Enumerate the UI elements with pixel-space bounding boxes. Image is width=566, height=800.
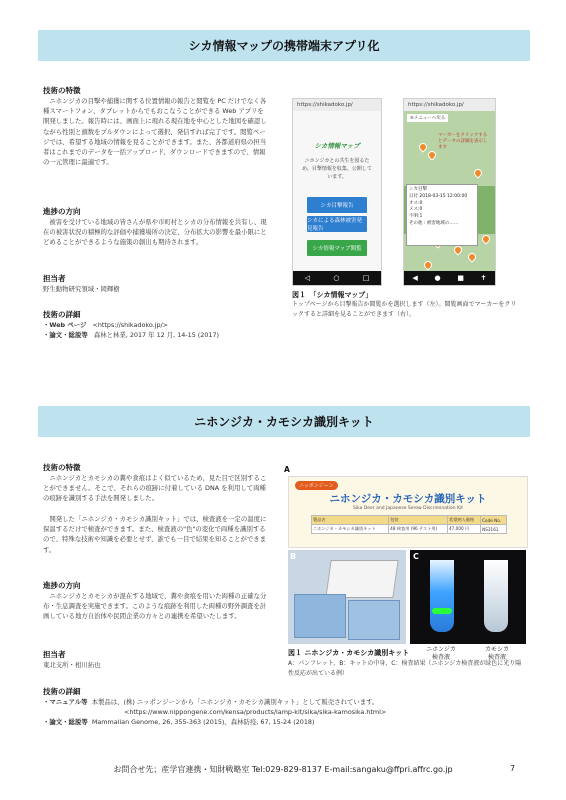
manual-url[interactable]: <https://www.nippongene.com/kensa/products/lamp-kit/sika/sika-kamosika.html> xyxy=(124,708,387,716)
map-marker-pin[interactable] xyxy=(417,141,428,152)
test-result-photo xyxy=(410,550,526,644)
section2-feature-heading: 技術の特徴 xyxy=(43,463,81,472)
section2-details-heading: 技術の詳細 xyxy=(43,687,81,696)
sighting-map[interactable] xyxy=(404,111,495,271)
sika-test-tube xyxy=(430,560,454,632)
section2-direction-text: ニホンジカとカモシカが混在する地域で、糞や食痕を用いた両種の正確な分布・生息調査を実施できます。このような痕跡を利用した両種の野外調査を計画している地方自治体や民間企業の方々との連携を希望いたします。 xyxy=(43,592,267,621)
section1-title-band xyxy=(38,30,530,61)
map-marker-pin[interactable] xyxy=(452,244,463,255)
popup-line: 不明:1 xyxy=(409,214,423,220)
section1-direction-heading: 進捗の方向 xyxy=(43,207,81,216)
map-marker-pin[interactable] xyxy=(426,149,437,160)
popup-line: メス:0 xyxy=(409,207,423,213)
paper-value: Mammalian Genome, 26, 355-363 (2015)、森林防疫, 67, 15-24 (2018) xyxy=(91,718,315,726)
page-number: 7 xyxy=(510,764,516,773)
phone-right-url: https://shikadoko.jp/ xyxy=(404,99,495,111)
section2-person-text: 東北支所・相川拓也 xyxy=(43,661,101,669)
map-hint: マーカーをクリックするとデータの詳細を表示します xyxy=(438,133,488,150)
recent-apps-icon[interactable]: ■ xyxy=(457,274,464,282)
table-header: 製品名 xyxy=(312,516,389,525)
section2-person-heading: 担当者 xyxy=(43,650,66,659)
serow-test-tube xyxy=(484,560,508,632)
section1-web-row xyxy=(43,320,168,330)
home-icon[interactable]: ● xyxy=(434,274,441,282)
section2-figure-title: 図１ ニホンジカ・カモシカ識別キット xyxy=(288,649,410,657)
panel-c-label: C xyxy=(413,552,419,561)
manual-label: ・マニュアル等 xyxy=(43,698,88,706)
section2-title-band xyxy=(38,406,530,437)
section1-person-text: 野生動物研究領域・岡輝樹 xyxy=(43,285,120,293)
section1-details-heading: 技術の詳細 xyxy=(43,310,81,319)
phone-right-navbar xyxy=(404,271,495,285)
paper-label: ・論文・総説等 xyxy=(43,331,88,339)
kit-contents-photo xyxy=(288,550,406,644)
phone-left-url: https://shikadoko.jp/ xyxy=(293,99,381,111)
sika-tube-label: ニホンジカ 検査液 xyxy=(426,646,456,661)
table-cell: 48 検査用 (96 テスト用) xyxy=(389,525,448,534)
back-to-menu-button[interactable]: ≡メニューへ戻る xyxy=(407,114,448,122)
phone-screenshot-top-page xyxy=(292,98,382,286)
back-icon[interactable]: ◁ xyxy=(304,274,311,282)
map-marker-pin[interactable] xyxy=(422,259,433,270)
kit-box xyxy=(325,560,398,598)
web-page-label: ・Web ページ xyxy=(43,321,87,329)
section1-figure-caption: トップページから目撃報告か閲覧かを選択します（左）。閲覧画面でマーカーをクリックすると詳細を見ることができます（右）。 xyxy=(292,301,517,318)
forest-damage-report-button[interactable]: シカによる森林被害発見報告 xyxy=(307,216,367,232)
brand-logo: ニッポンジーン xyxy=(295,481,338,490)
reagent-pack xyxy=(348,600,400,640)
popup-line: シカ目撃 xyxy=(409,187,427,192)
recent-apps-icon[interactable]: □ xyxy=(362,274,370,282)
paper-label: ・論文・総説等 xyxy=(43,718,88,726)
section2-paper-row xyxy=(43,717,314,727)
section2-title: ニホンジカ・カモシカ識別キット xyxy=(194,415,374,429)
accessibility-icon[interactable]: ✝ xyxy=(480,274,487,282)
positive-green-glow xyxy=(432,608,452,614)
app-intro: ニホンジカとの共生を図るため、目撃情報を収集、公開しています。 xyxy=(302,158,372,180)
section1-paper-row xyxy=(43,330,219,340)
popup-line: その他 : 被害地域の…… xyxy=(409,220,459,226)
phone-left-navbar xyxy=(293,271,381,285)
section2-figure-caption: A：パンフレット、B：キットの中身、C：検査結果（ニホンジカ検査液が緑色に光り陽性反応が出ている例） xyxy=(288,660,522,677)
serow-tube-label: カモシカ 検査液 xyxy=(484,646,509,661)
section2-feature-text-2: 開発した「ニホンジカ・カモシカ識別キット」では、検査液を一定の温度に保温するだけで検査ができます。また、検査液の"色"の変化で両種を識別するので、特殊な技術や知識を必要とせず、誰でも一目で結果を知ることができます。 xyxy=(43,515,267,554)
deer-sighting-report-button[interactable]: シカ目撃報告 xyxy=(307,197,367,213)
table-header: Code No. xyxy=(481,516,507,525)
popup-line: オス:0 xyxy=(409,200,423,206)
section1-direction-text: 被害を受けている地域の皆さんが県や市町村とシカの分布情報を共有し、現在の被害状況の積極的な評価や捕獲場所の決定、分布拡大の影響を最小限にとどめることができるような施策の創出も期待されます。 xyxy=(43,218,267,247)
manual-value: 本製品は、(株) ニッポンジーンから「ニホンジカ・カモシカ識別キット」として販売されています。 xyxy=(91,698,379,706)
back-icon[interactable]: ◀ xyxy=(412,274,418,282)
section1-person-heading: 担当者 xyxy=(43,274,66,283)
product-table xyxy=(311,515,507,534)
section1-feature-text: ニホンジカの目撃や捕獲に関する位置情報の報告と閲覧を PC だけでなく各種スマートフォン、タブレットからでもおこなうことができる Web アプリを開発しました。報告時には、画面上に現れる現在地を中心とした地図を確認しながら性別と頭数をプルダウンによって選択、発信すれば完了です。閲覧ページでは、希望する地域の情報を見ることができます。また、各都道府県の担当者はこれまでのデータを一括アップロード、ダウンロードできますので、情報の一元管理に最適です。 xyxy=(43,97,267,167)
section2-manual-row xyxy=(43,697,523,707)
section2-direction-heading: 進捗の方向 xyxy=(43,581,81,590)
pamphlet-image xyxy=(288,476,528,548)
sighting-detail-popup xyxy=(406,184,478,246)
reagent-pack xyxy=(294,594,346,638)
map-marker-pin[interactable] xyxy=(466,251,477,262)
table-cell: ニホンジカ・カモシカ識別キット xyxy=(312,525,389,534)
popup-line: 日付 2018-03-15 12:00:00 xyxy=(409,193,468,199)
table-header: 希望納入価格 xyxy=(448,516,481,525)
section1-feature-heading: 技術の特徴 xyxy=(43,86,81,95)
map-marker-pin[interactable] xyxy=(480,233,491,244)
section1-title: シカ情報マップの携帯端末アプリ化 xyxy=(188,39,380,53)
section1-figure-title: 図１ 「シカ情報マップ」 xyxy=(292,291,373,299)
panel-a-label: A xyxy=(284,465,290,474)
table-cell: NS3161 xyxy=(481,525,507,534)
app-title: シカ情報マップ xyxy=(314,142,360,150)
footer-contact: お問合せ先；産学官連携・知財戦略室 Tel:029-829-8137 E-mail:sangaku@ffpri.affrc.go.jp xyxy=(113,765,453,774)
table-header: 包装 xyxy=(389,516,448,525)
paper-value: 森林と林業, 2017 年 12 月, 14-15 (2017) xyxy=(93,331,220,339)
panel-b-label: B xyxy=(290,552,297,561)
table-cell: 47,000 円 xyxy=(448,525,481,534)
kit-subtitle: Sika Deer and Japanese Serow Discrimination Kit xyxy=(353,506,463,511)
map-marker-pin[interactable] xyxy=(472,167,483,178)
section2-feature-text-1: ニホンジカとカモシカの糞や食痕はよく似ているため、見た目で区別することができません。そこで、それらの痕跡に付着している DNA を利用して両種の痕跡を識別する手法を開発しました。 xyxy=(43,474,267,503)
view-map-button[interactable]: シカ情報マップ閲覧 xyxy=(307,240,367,256)
home-icon[interactable]: ○ xyxy=(333,274,340,282)
kit-title: ニホンジカ・カモシカ識別キット xyxy=(329,493,487,505)
web-page-link[interactable]: <https://shikadoko.jp/> xyxy=(92,321,169,329)
phone-screenshot-map-view xyxy=(403,98,496,286)
